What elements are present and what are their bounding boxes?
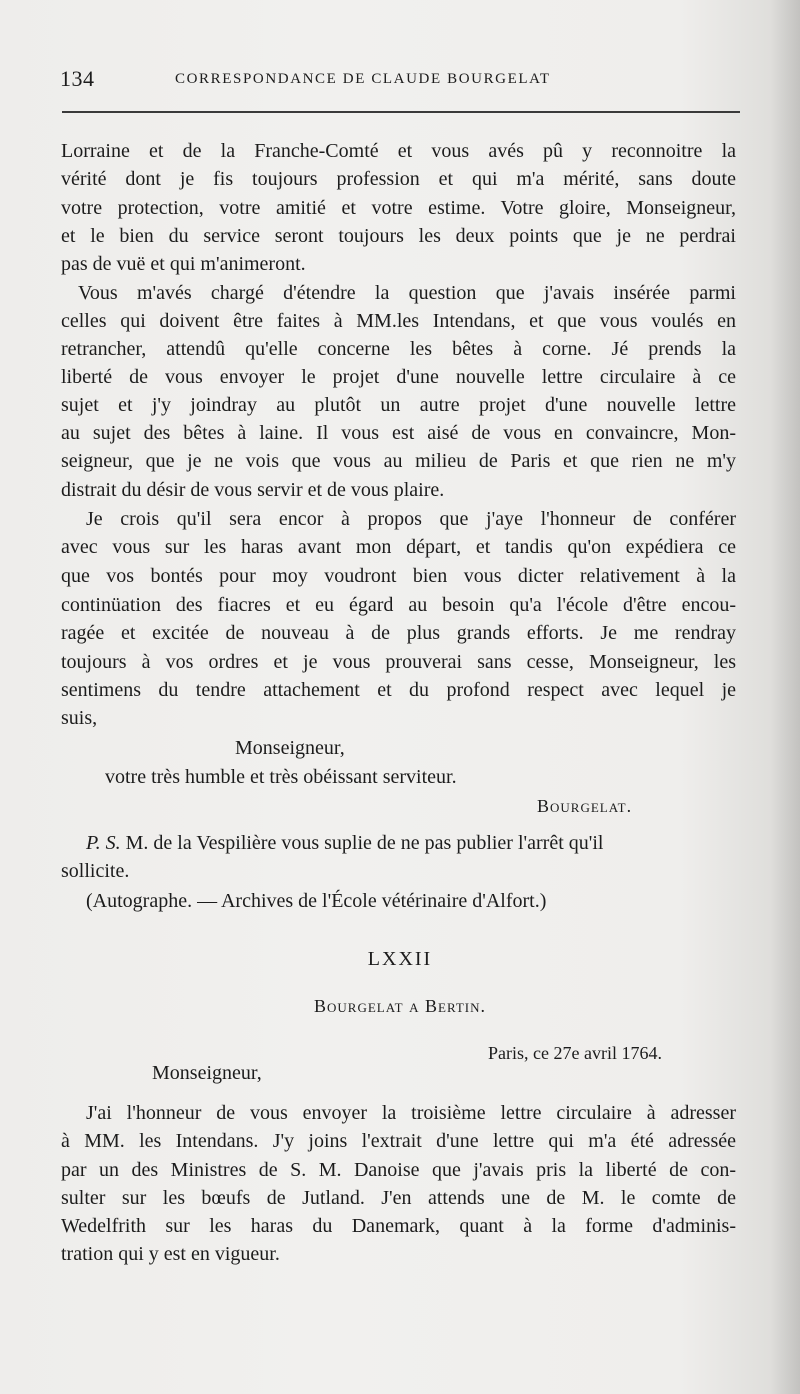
letter-number: LXXII bbox=[367, 948, 433, 970]
signature: Bourgelat. bbox=[537, 796, 633, 816]
body-line: et le bien du service seront toujours les deux points que je ne perdrai bbox=[61, 225, 736, 247]
body-line: au sujet des bêtes à laine. Il vous est aisé de vous en convaincre, Mon- bbox=[61, 422, 736, 444]
body-line: distrait du désir de vous servir et de vous plaire. bbox=[61, 479, 445, 501]
dateline: Paris, ce 27e avril 1764. bbox=[488, 1043, 662, 1063]
body-line: Lorraine et de la Franche-Comté et vous avés pû y reconnoitre la bbox=[61, 140, 736, 162]
postscript-line bbox=[86, 830, 736, 856]
page-number: 134 bbox=[60, 66, 95, 91]
body-line: Vous m'avés chargé d'étendre la question que j'avais insérée parmi bbox=[78, 282, 736, 304]
letter-salutation: Monseigneur, bbox=[152, 1062, 262, 1084]
body-line: sentimens du tendre attachement et du profond respect avec lequel je bbox=[61, 679, 736, 701]
running-head bbox=[60, 66, 740, 96]
body-line: pas de vuë et qui m'animeront. bbox=[61, 253, 306, 275]
letter-heading: Bourgelat a Bertin. bbox=[314, 996, 486, 1016]
body-line: celles qui doivent être faites à MM.les Intendans, et que vous voulés en bbox=[61, 310, 736, 332]
body-line: Wedelfrith sur les haras du Danemark, quant à la forme d'adminis- bbox=[61, 1215, 736, 1237]
body-line: sulter sur les bœufs de Jutland. J'en attends une de M. le comte de bbox=[61, 1187, 736, 1209]
body-line: vérité dont je fis toujours profession et qui m'a mérité, sans doute bbox=[61, 168, 736, 190]
body-line: J'ai l'honneur de vous envoyer la troisième lettre circulaire à adresser bbox=[86, 1102, 736, 1124]
source-note: (Autographe. — Archives de l'École vétérinaire d'Alfort.) bbox=[86, 890, 547, 912]
body-line: par un des Ministres de S. M. Danoise que j'avais pris la liberté de con- bbox=[61, 1159, 736, 1181]
body-line: retrancher, attendû qu'elle concerne les bêtes à corne. Jé prends la bbox=[61, 338, 736, 360]
body-line: avec vous sur les haras avant mon départ, et tandis qu'on expédiera ce bbox=[61, 536, 736, 558]
body-line: toujours à vos ordres et je vous prouverai sans cesse, Monseigneur, les bbox=[61, 651, 736, 673]
body-line: votre protection, votre amitié et votre estime. Votre gloire, Monseigneur, bbox=[61, 197, 736, 219]
page-edge-shadow bbox=[770, 0, 800, 1394]
postscript-line-2: sollicite. bbox=[61, 860, 130, 882]
postscript-label: P. S. bbox=[86, 832, 121, 854]
closing-salutation: Monseigneur, bbox=[235, 737, 345, 759]
body-line: continüation des fiacres et eu égard au besoin qu'a l'école d'être encou- bbox=[61, 594, 736, 616]
header-rule bbox=[62, 111, 740, 113]
body-line: à MM. les Intendans. J'y joins l'extrait d'une lettre qui m'a été adressée bbox=[61, 1130, 736, 1152]
body-line: seigneur, que je ne vois que vous au milieu de Paris et que rien ne m'y bbox=[61, 450, 736, 472]
body-line: que vos bontés pour moy voudront bien vous dicter relativement à la bbox=[61, 565, 736, 587]
body-line: ragée et excitée de nouveau à de plus grands efforts. Je me rendray bbox=[61, 622, 736, 644]
body-line: suis, bbox=[61, 707, 98, 729]
body-line: Je crois qu'il sera encor à propos que j'aye l'honneur de conférer bbox=[86, 508, 736, 530]
postscript-text: M. de la Vespilière vous suplie de ne pas publier l'arrêt qu'il bbox=[120, 832, 604, 854]
body-line: liberté de vous envoyer le projet d'une nouvelle lettre circulaire à ce bbox=[61, 366, 736, 388]
body-line: sujet et j'y joindray au plutôt un autre projet d'une nouvelle lettre bbox=[61, 394, 736, 416]
body-line: tration qui y est en vigueur. bbox=[61, 1243, 280, 1265]
running-title: CORRESPONDANCE DE CLAUDE BOURGELAT bbox=[175, 71, 551, 87]
closing-formula: votre très humble et très obéissant serviteur. bbox=[105, 766, 457, 788]
